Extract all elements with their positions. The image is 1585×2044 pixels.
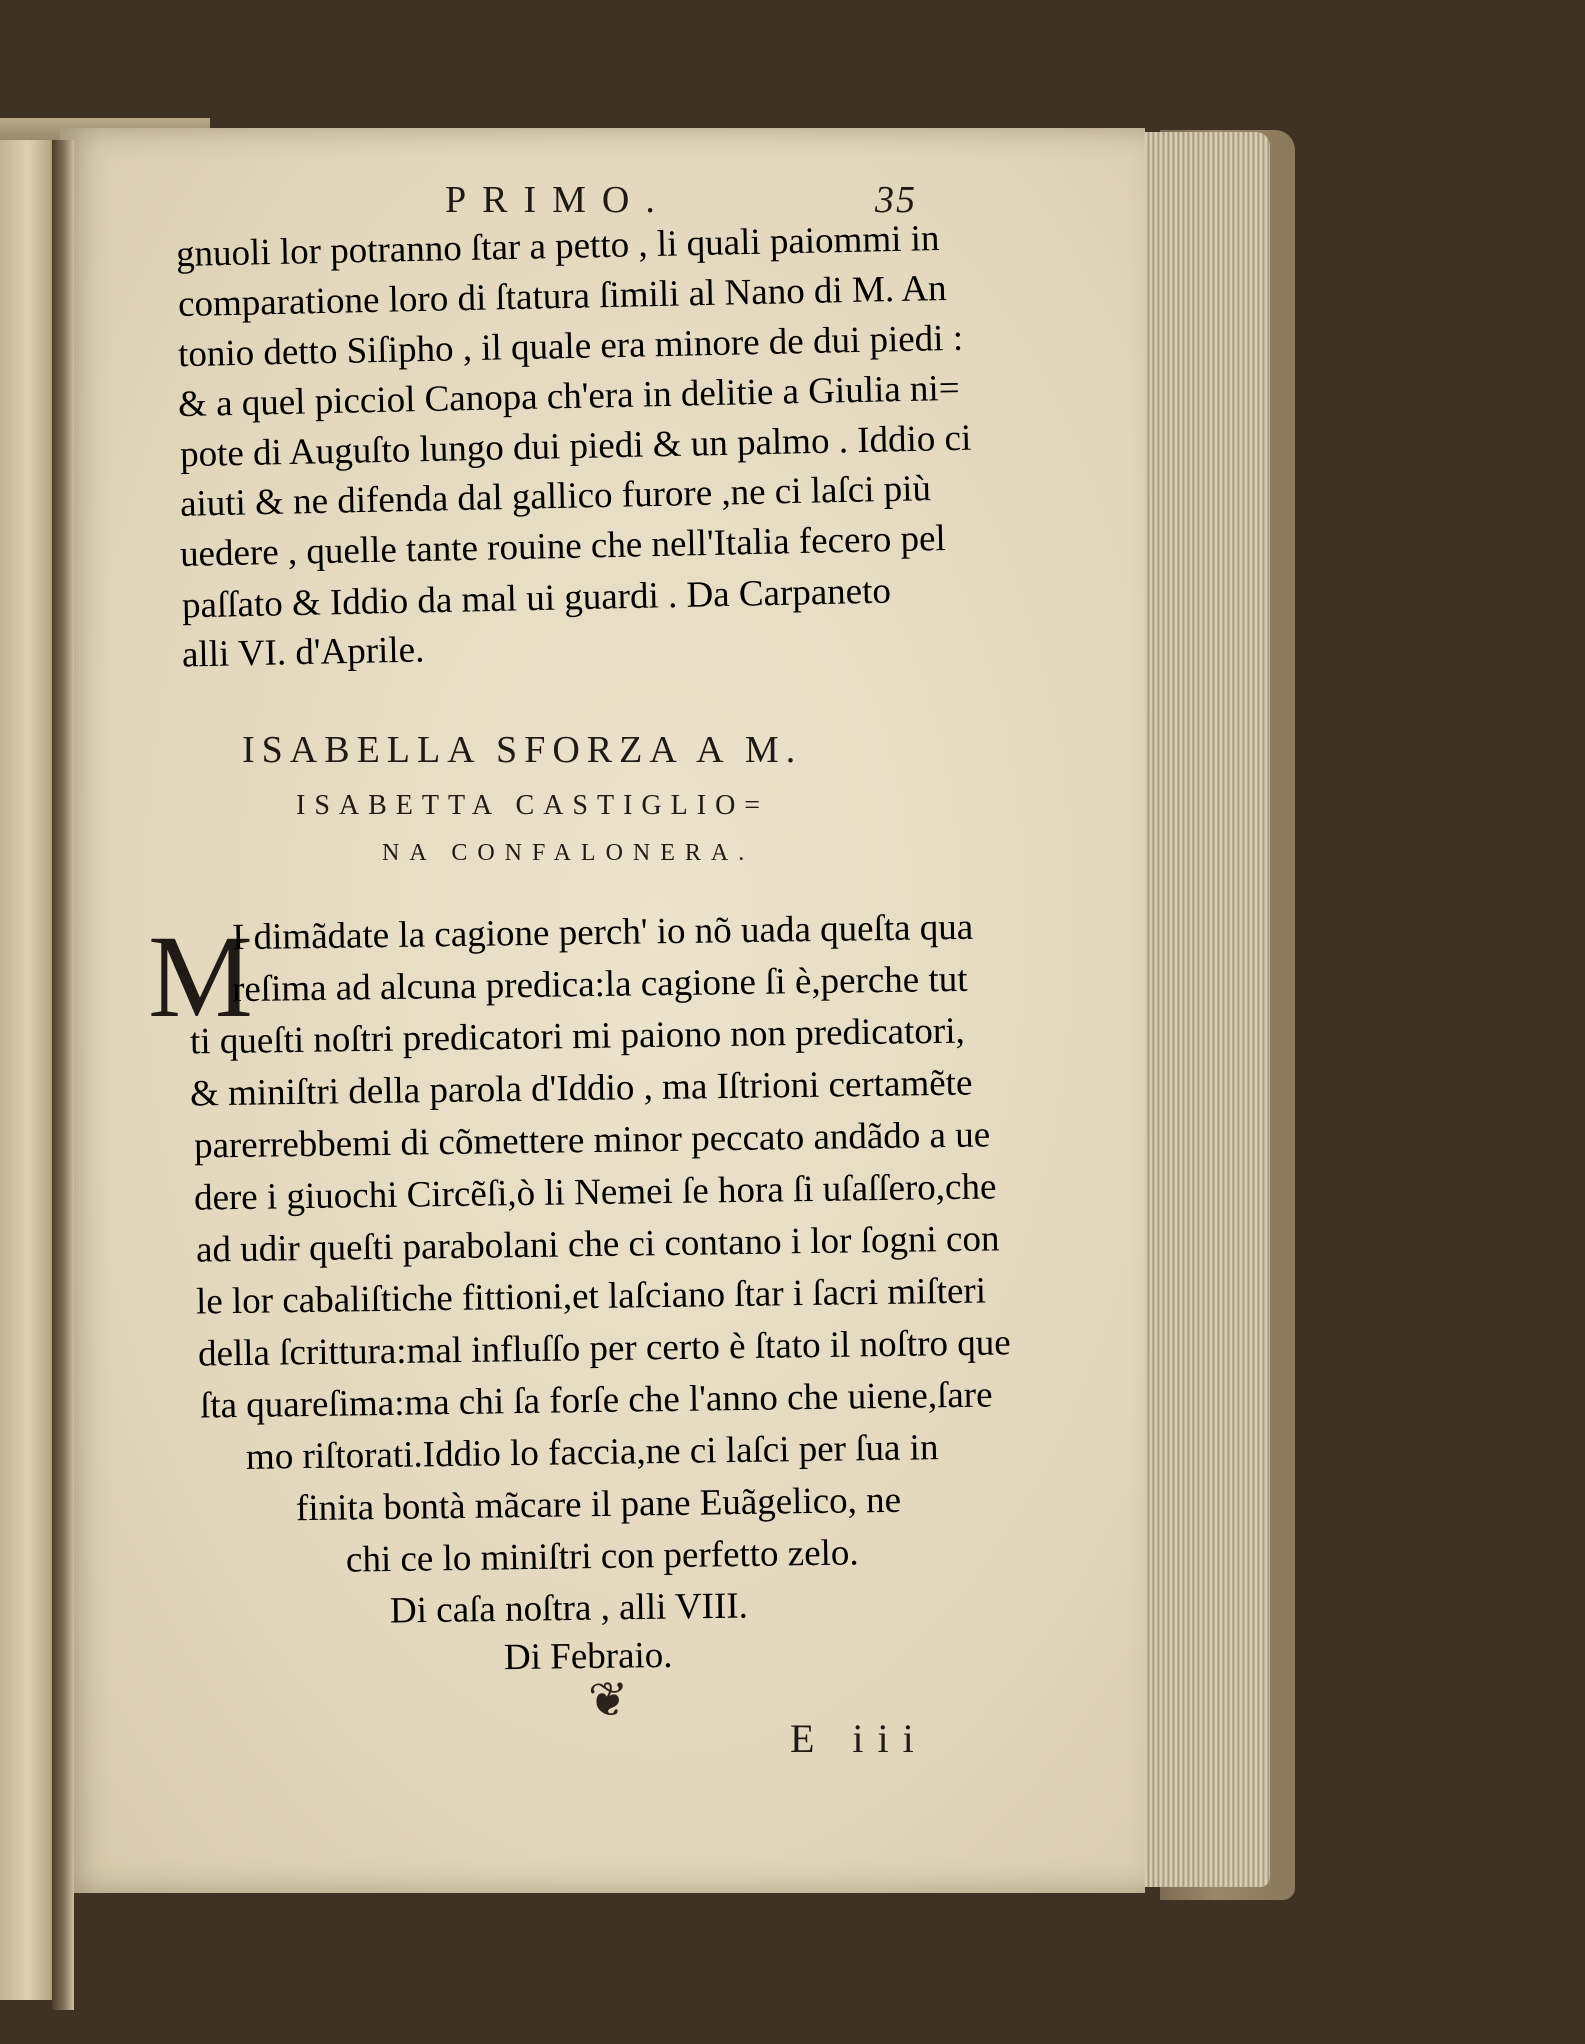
text-line: & miniſtri della parola d'Iddio , ma Iſtrioni certamẽte bbox=[189, 1062, 973, 1115]
signature-mark: E iii bbox=[790, 1716, 928, 1761]
text-line: chi ce lo miniſtri con perfetto zelo. bbox=[345, 1532, 859, 1581]
letter-heading-line: ISABETTA CASTIGLIO= bbox=[296, 790, 770, 821]
text-line: I dimãdate la cagione perch' io nõ uada queſta qua bbox=[231, 906, 974, 959]
page-number: 35 bbox=[875, 179, 917, 221]
text-line: Di Febraio. bbox=[503, 1634, 673, 1679]
text-line: pote di Auguſto lungo dui piedi & un palmo . Iddio ci bbox=[179, 417, 972, 476]
text-line: dere i giuochi Circẽſi,ò li Nemei ſe hora ſi uſaſſero,che bbox=[193, 1166, 997, 1219]
drop-cap: M bbox=[148, 911, 253, 1042]
text-line: ad udir queſti parabolani che ci contano i lor ſogni con bbox=[195, 1218, 1000, 1271]
text-line: ti queſti noſtri predicatori mi paiono non predicatori, bbox=[189, 1010, 965, 1063]
text-line: comparatione loro di ſtatura ſimili al Nano di M. An bbox=[177, 267, 947, 326]
text-line: finita bontà mãcare il pane Euãgelico, ne bbox=[295, 1479, 902, 1530]
text-line: gnuoli lor potranno ſtar a petto , li quali paiommi in bbox=[175, 218, 940, 275]
text-line: reſima ad alcuna predica:la cagione ſi è,perche tut bbox=[231, 958, 968, 1011]
text-line: paſſato & Iddio da mal ui guardi . Da Carpaneto bbox=[181, 570, 892, 627]
fleuron-icon: ❦ bbox=[588, 1674, 629, 1727]
letter-heading-line: NA CONFALONERA. bbox=[382, 840, 755, 866]
text-line: parerrebbemi di cõmettere minor peccato andãdo a ue bbox=[193, 1114, 991, 1167]
text-line: aiuti & ne difenda dal gallico furore ,ne ci laſci più bbox=[179, 468, 932, 525]
letter-heading-line: ISABELLA SFORZA A M. bbox=[242, 729, 803, 771]
text-line: & a quel picciol Canopa ch'era in delitie a Giulia ni= bbox=[177, 367, 961, 426]
text-line: le lor cabaliſtiche fittioni,et laſciano ſtar i ſacri miſteri bbox=[195, 1270, 987, 1323]
running-title: PRIMO. bbox=[445, 179, 671, 221]
text-line: tonio detto Siſipho , il quale era minore de dui piedi : bbox=[177, 317, 964, 376]
text-line: alli VI. d'Aprile. bbox=[181, 629, 425, 676]
text-line: ſta quareſima:ma chi ſa forſe che l'anno che uiene,ſare bbox=[199, 1374, 993, 1427]
gutter bbox=[52, 140, 74, 2010]
text-line: uedere , quelle tante rouine che nell'Italia fecero pel bbox=[179, 517, 947, 576]
page-edges bbox=[1140, 132, 1270, 1887]
text-line: della ſcrittura:mal influſſo per certo è ſtato il noſtro que bbox=[197, 1322, 1011, 1375]
text-line: mo riſtorati.Iddio lo faccia,ne ci laſci per ſua in bbox=[245, 1427, 939, 1478]
text-line: Di caſa noſtra , alli VIII. bbox=[389, 1585, 749, 1632]
